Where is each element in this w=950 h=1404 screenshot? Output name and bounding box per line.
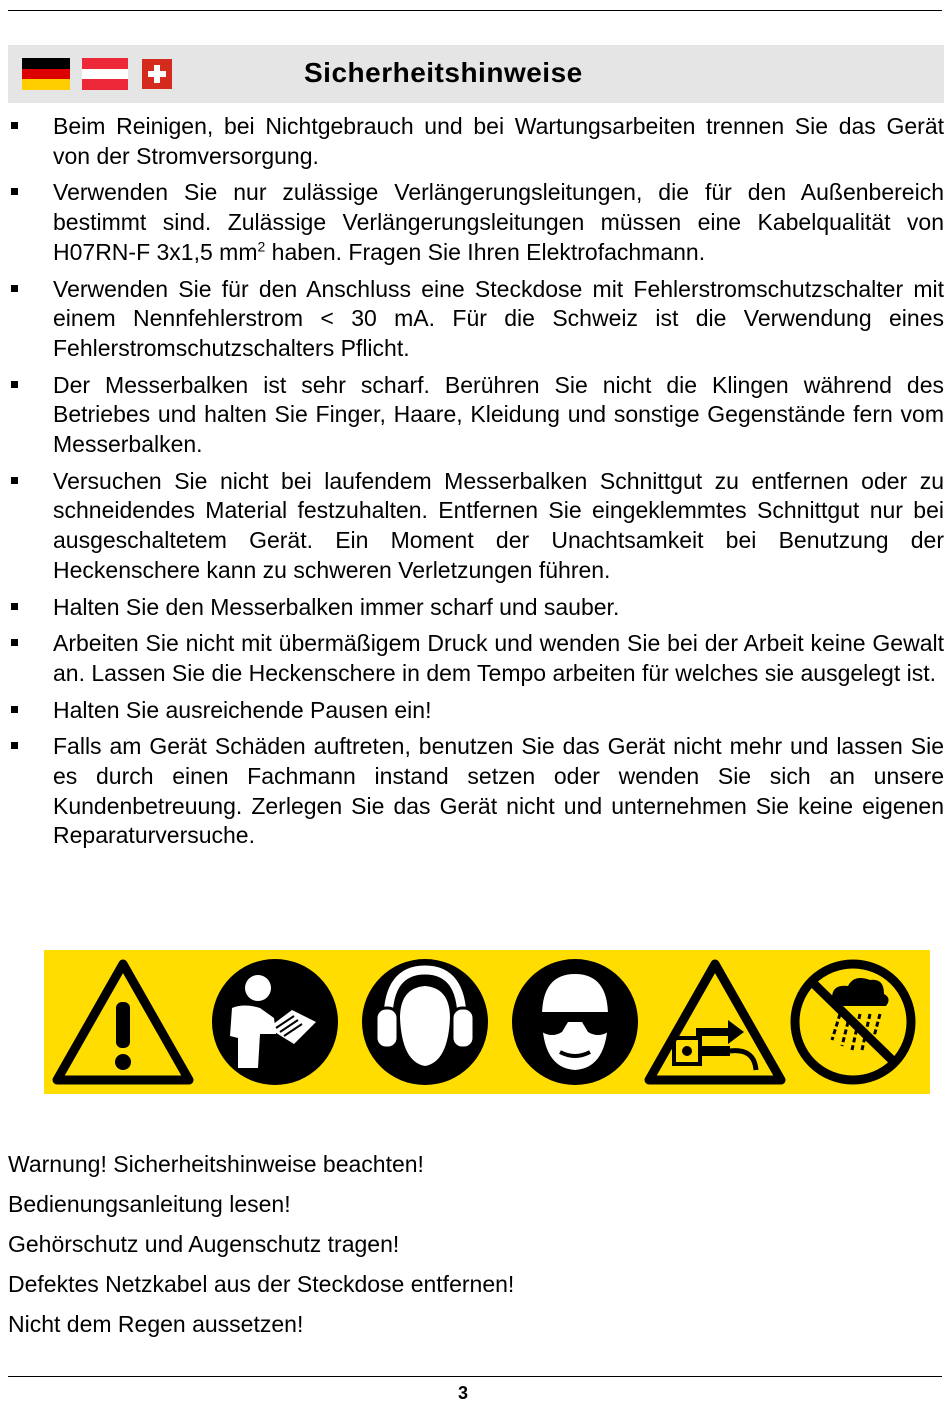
list-item-text: Falls am Gerät Schäden auftreten, benutzen Sie das Gerät nicht mehr und lassen Sie es durch einen Fachmann instand setzen oder wenden Sie sich an unsere Kundenbetreuung. Zerlegen Sie das Gerät nicht und unternehmen Sie keine eigenen Reparaturversuche.	[53, 733, 944, 849]
bullet-icon	[11, 639, 18, 646]
list-item-text: Versuchen Sie nicht bei laufendem Messerbalken Schnittgut zu entfernen oder zu schneidendes Material festzuhalten. Entfernen Sie eingeklemmtes Schnittgut nur bei ausgeschaltetem Gerät. Ein Moment der Unachtsamkeit bei Benutzung der Heckenschere kann zu schweren Verletzungen führen.	[53, 467, 944, 583]
switzerland-flag-icon	[142, 59, 172, 89]
list-item	[8, 178, 944, 267]
ear-protection-icon	[354, 958, 496, 1086]
germany-flag-icon	[22, 58, 70, 90]
top-rule	[8, 10, 942, 11]
list-item	[8, 629, 944, 688]
warning-triangle-icon	[52, 958, 194, 1086]
bottom-rule	[8, 1376, 942, 1377]
bullet-icon	[11, 285, 18, 292]
list-item	[8, 732, 944, 851]
bullet-icon	[11, 706, 18, 713]
list-item-text: Verwenden Sie nur zulässige Verlängerungsleitungen, die für den Außenbereich bestimmt sind. Zulässige Verlängerungsleitungen müssen eine Kabelqualität von H07RN-F 3x1,5 mm	[53, 179, 944, 265]
caption-warning: Warnung! Sicherheitshinweise beachten!	[8, 1151, 424, 1177]
list-item-text: haben. Fragen Sie Ihren Elektrofachmann.	[265, 238, 706, 265]
no-rain-icon	[782, 958, 924, 1086]
section-header	[8, 45, 944, 103]
caption-protection: Gehörschutz und Augenschutz tragen!	[8, 1231, 400, 1257]
read-manual-icon	[204, 958, 346, 1086]
list-item-text: Verwenden Sie für den Anschluss eine Steckdose mit Fehlerstromschutzschalter mit einem Nennfehlerstrom < 30 mA. Für die Schweiz ist die Verwendung eines Fehlerstromschutzschalters Pflicht.	[53, 275, 944, 361]
safety-signs-strip	[44, 950, 930, 1094]
list-item	[8, 275, 944, 364]
list-item-text: Beim Reinigen, bei Nichtgebrauch und bei Wartungsarbeiten trennen Sie das Gerät von der Stromversorgung.	[53, 113, 944, 169]
list-item-text: Arbeiten Sie nicht mit übermäßigem Druck und wenden Sie bei der Arbeit keine Gewalt an. Lassen Sie die Heckenschere in dem Tempo arbeiten für welches sie ausgelegt ist.	[53, 630, 944, 686]
list-item	[8, 371, 944, 460]
bullet-icon	[11, 381, 18, 388]
sign-captions	[8, 1144, 514, 1344]
superscript: 2	[257, 238, 266, 255]
bullet-icon	[11, 122, 18, 129]
caption-unplug: Defektes Netzkabel aus der Steckdose entfernen!	[8, 1271, 515, 1297]
list-item	[8, 112, 944, 171]
page-title: Sicherheitshinweise	[304, 57, 583, 88]
bullet-icon	[11, 742, 18, 749]
list-item	[8, 696, 944, 726]
list-item	[8, 467, 944, 586]
bullet-icon	[11, 477, 18, 484]
list-item-text: Halten Sie den Messerbalken immer scharf und sauber.	[53, 593, 620, 620]
eye-protection-icon	[504, 958, 646, 1086]
bullet-icon	[11, 188, 18, 195]
unplug-cable-triangle-icon	[644, 958, 786, 1086]
austria-flag-icon	[82, 58, 128, 90]
list-item-text: Der Messerbalken ist sehr scharf. Berühren Sie nicht die Klingen während des Betriebes und halten Sie Finger, Haare, Kleidung und sonstige Gegenstände fern vom Messerbalken.	[53, 371, 944, 458]
list-item-text: Halten Sie ausreichende Pausen ein!	[53, 696, 432, 723]
list-item	[8, 593, 944, 623]
caption-read-manual: Bedienungsanleitung lesen!	[8, 1191, 291, 1217]
page-number: 3	[457, 1383, 468, 1403]
caption-no-rain: Nicht dem Regen aussetzen!	[8, 1311, 304, 1337]
safety-list	[8, 112, 944, 858]
bullet-icon	[11, 603, 18, 610]
